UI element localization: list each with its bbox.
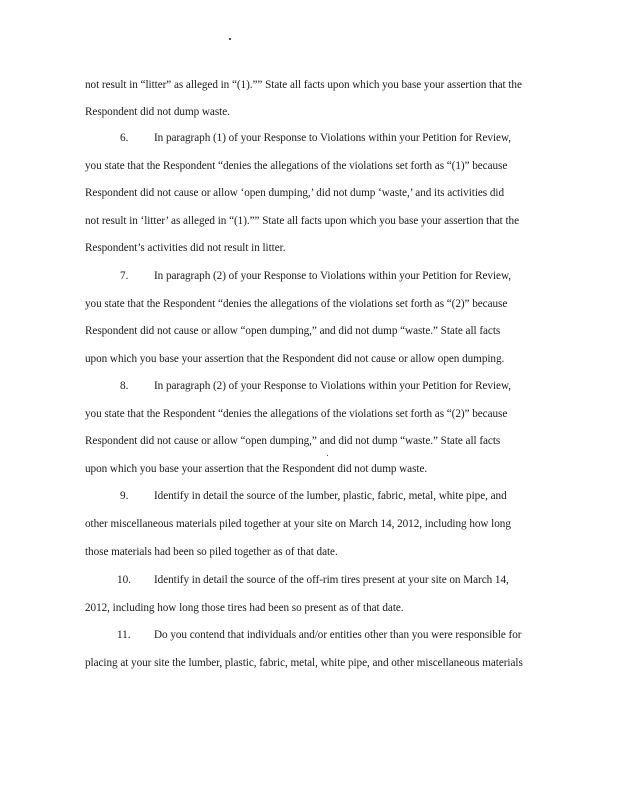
item-number: 8. [120, 380, 129, 392]
text-line: Respondent did not cause or allow “open dumping,” and did not dump “waste.” State all facts [85, 325, 501, 337]
text-line: other miscellaneous materials piled together at your site on March 14, 2012, including how long [85, 518, 511, 530]
item-number: 11. [117, 629, 131, 641]
text-line: Identify in detail the source of the off-rim tires present at your site on March 14, [154, 574, 509, 586]
item-number: 7. [120, 270, 129, 282]
text-line: Respondent’s activities did not result in litter. [85, 242, 286, 254]
text-line: Respondent did not cause or allow ‘open dumping,’ did not dump ‘waste,’ and its activities did [85, 187, 504, 199]
text-line: Respondent did not dump waste. [85, 106, 230, 118]
text-line: you state that the Respondent “denies the allegations of the violations set forth as “(2)” because [85, 408, 508, 420]
scan-speck [327, 455, 328, 456]
text-line: In paragraph (1) of your Response to Violations within your Petition for Review, [154, 132, 511, 144]
text-line: In paragraph (2) of your Response to Violations within your Petition for Review, [154, 380, 511, 392]
text-line: those materials had been so piled together as of that date. [85, 546, 338, 558]
text-line: placing at your site the lumber, plastic, fabric, metal, white pipe, and other miscellaneous materials [85, 657, 523, 669]
text-line: not result in ‘litter’ as alleged in “(1).”” State all facts upon which you base your assertion that the [85, 215, 519, 227]
text-line: Identify in detail the source of the lumber, plastic, fabric, metal, white pipe, and [154, 490, 507, 502]
text-line: you state that the Respondent “denies the allegations of the violations set forth as “(1)” because [85, 160, 508, 172]
text-line: upon which you base your assertion that the Respondent did not cause or allow open dumping. [85, 353, 505, 365]
text-line: Do you contend that individuals and/or entities other than you were responsible for [154, 629, 522, 641]
text-line: Respondent did not cause or allow “open dumping,” and did not dump “waste.” State all facts [85, 435, 501, 447]
item-number: 9. [120, 490, 129, 502]
text-line: 2012, including how long those tires had been so present as of that date. [85, 602, 404, 614]
text-line: not result in “litter” as alleged in “(1).”” State all facts upon which you base your assertion that the [85, 79, 522, 91]
item-number: 10. [117, 574, 131, 586]
item-number: 6. [120, 132, 129, 144]
scan-speck [229, 38, 231, 40]
text-line: you state that the Respondent “denies the allegations of the violations set forth as “(2)” because [85, 298, 508, 310]
text-line: In paragraph (2) of your Response to Violations within your Petition for Review, [154, 270, 511, 282]
text-line: upon which you base your assertion that the Respondent did not dump waste. [85, 463, 428, 475]
